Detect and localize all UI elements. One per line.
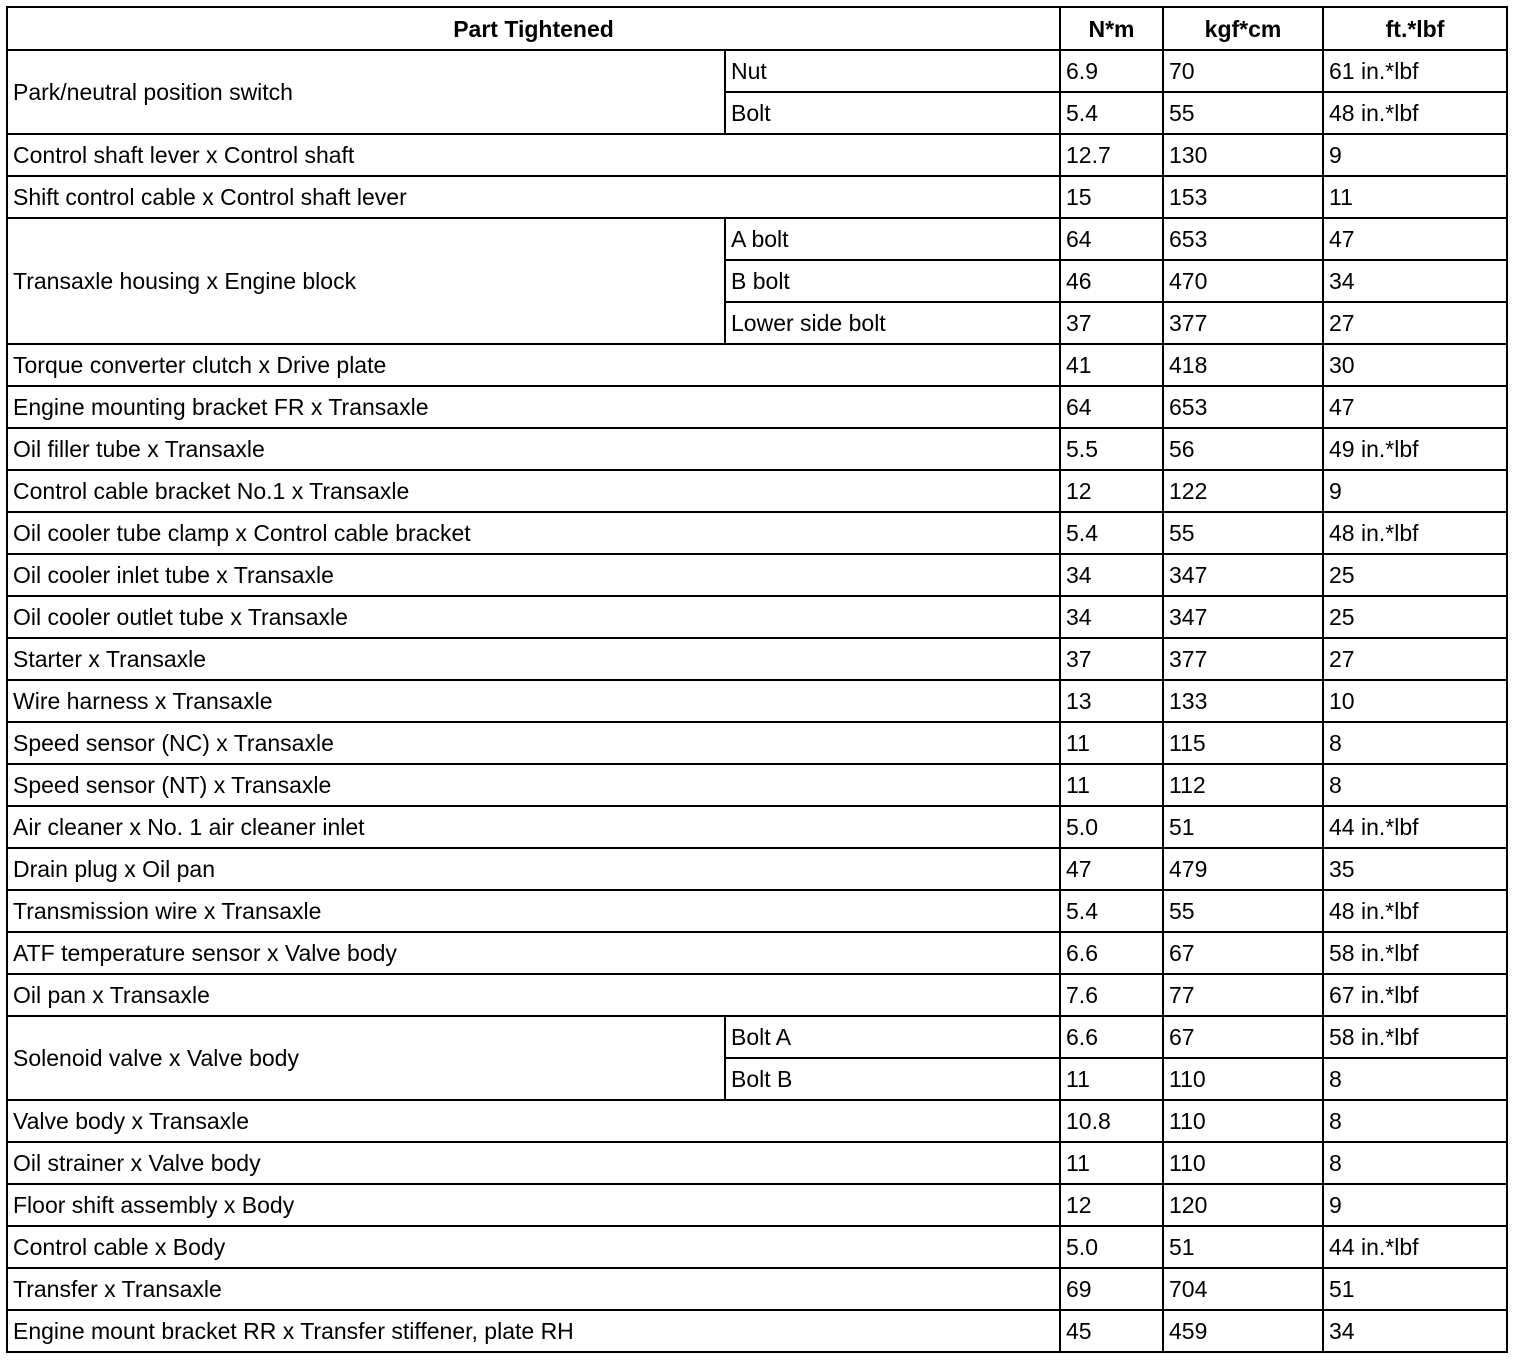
kgfcm-cell: 67 <box>1163 932 1323 974</box>
table-row <box>7 1016 1507 1058</box>
ftlbf-cell: 44 in.*lbf <box>1323 806 1507 848</box>
kgfcm-cell: 77 <box>1163 974 1323 1016</box>
ftlbf-cell: 48 in.*lbf <box>1323 890 1507 932</box>
kgfcm-cell: 122 <box>1163 470 1323 512</box>
table-row <box>7 890 1507 932</box>
part-cell: Control shaft lever x Control shaft <box>7 134 1060 176</box>
nm-cell: 47 <box>1060 848 1163 890</box>
nm-cell: 6.9 <box>1060 50 1163 92</box>
part-cell: Valve body x Transaxle <box>7 1100 1060 1142</box>
kgfcm-cell: 51 <box>1163 806 1323 848</box>
kgfcm-cell: 55 <box>1163 92 1323 134</box>
kgfcm-cell: 110 <box>1163 1142 1323 1184</box>
table-row <box>7 932 1507 974</box>
table-row <box>7 428 1507 470</box>
part-cell: Oil cooler inlet tube x Transaxle <box>7 554 1060 596</box>
ftlbf-cell: 8 <box>1323 764 1507 806</box>
torque-spec-table <box>6 6 1508 1353</box>
nm-cell: 12.7 <box>1060 134 1163 176</box>
kgfcm-cell: 653 <box>1163 386 1323 428</box>
table-row <box>7 806 1507 848</box>
ftlbf-cell: 9 <box>1323 134 1507 176</box>
nm-cell: 46 <box>1060 260 1163 302</box>
nm-cell: 34 <box>1060 554 1163 596</box>
table-row <box>7 848 1507 890</box>
part-cell: Speed sensor (NC) x Transaxle <box>7 722 1060 764</box>
ftlbf-cell: 47 <box>1323 218 1507 260</box>
table-row <box>7 1100 1507 1142</box>
kgfcm-cell: 56 <box>1163 428 1323 470</box>
part-cell: Control cable bracket No.1 x Transaxle <box>7 470 1060 512</box>
ftlbf-cell: 35 <box>1323 848 1507 890</box>
kgfcm-cell: 67 <box>1163 1016 1323 1058</box>
sub-part-cell: Nut <box>725 50 1060 92</box>
ftlbf-cell: 9 <box>1323 470 1507 512</box>
table-row <box>7 512 1507 554</box>
nm-cell: 13 <box>1060 680 1163 722</box>
ftlbf-cell: 25 <box>1323 596 1507 638</box>
part-cell: Oil cooler tube clamp x Control cable bracket <box>7 512 1060 554</box>
table-row <box>7 1184 1507 1226</box>
nm-cell: 45 <box>1060 1310 1163 1352</box>
ftlbf-cell: 30 <box>1323 344 1507 386</box>
ftlbf-cell: 48 in.*lbf <box>1323 512 1507 554</box>
part-cell: Floor shift assembly x Body <box>7 1184 1060 1226</box>
part-cell: Oil strainer x Valve body <box>7 1142 1060 1184</box>
kgfcm-cell: 347 <box>1163 554 1323 596</box>
table-row <box>7 974 1507 1016</box>
nm-cell: 12 <box>1060 470 1163 512</box>
nm-cell: 5.5 <box>1060 428 1163 470</box>
nm-cell: 7.6 <box>1060 974 1163 1016</box>
nm-cell: 64 <box>1060 218 1163 260</box>
kgfcm-cell: 51 <box>1163 1226 1323 1268</box>
sub-part-cell: Lower side bolt <box>725 302 1060 344</box>
kgfcm-cell: 347 <box>1163 596 1323 638</box>
ftlbf-cell: 8 <box>1323 1058 1507 1100</box>
table-row <box>7 722 1507 764</box>
part-cell: ATF temperature sensor x Valve body <box>7 932 1060 974</box>
header-part-tightened: Part Tightened <box>7 7 1060 50</box>
table-row <box>7 470 1507 512</box>
kgfcm-cell: 55 <box>1163 512 1323 554</box>
kgfcm-cell: 112 <box>1163 764 1323 806</box>
table-row <box>7 1142 1507 1184</box>
part-cell: Speed sensor (NT) x Transaxle <box>7 764 1060 806</box>
kgfcm-cell: 133 <box>1163 680 1323 722</box>
header-nm: N*m <box>1060 7 1163 50</box>
part-cell: Solenoid valve x Valve body <box>7 1016 725 1100</box>
sub-part-cell: B bolt <box>725 260 1060 302</box>
ftlbf-cell: 8 <box>1323 1142 1507 1184</box>
part-cell: Wire harness x Transaxle <box>7 680 1060 722</box>
ftlbf-cell: 11 <box>1323 176 1507 218</box>
nm-cell: 5.0 <box>1060 806 1163 848</box>
nm-cell: 5.0 <box>1060 1226 1163 1268</box>
kgfcm-cell: 130 <box>1163 134 1323 176</box>
table-row <box>7 554 1507 596</box>
kgfcm-cell: 120 <box>1163 1184 1323 1226</box>
part-cell: Park/neutral position switch <box>7 50 725 134</box>
table-row <box>7 764 1507 806</box>
kgfcm-cell: 704 <box>1163 1268 1323 1310</box>
ftlbf-cell: 27 <box>1323 302 1507 344</box>
table-row <box>7 1226 1507 1268</box>
ftlbf-cell: 34 <box>1323 1310 1507 1352</box>
sub-part-cell: A bolt <box>725 218 1060 260</box>
ftlbf-cell: 34 <box>1323 260 1507 302</box>
ftlbf-cell: 10 <box>1323 680 1507 722</box>
nm-cell: 5.4 <box>1060 512 1163 554</box>
part-cell: Oil pan x Transaxle <box>7 974 1060 1016</box>
kgfcm-cell: 377 <box>1163 302 1323 344</box>
kgfcm-cell: 653 <box>1163 218 1323 260</box>
kgfcm-cell: 55 <box>1163 890 1323 932</box>
nm-cell: 37 <box>1060 638 1163 680</box>
ftlbf-cell: 49 in.*lbf <box>1323 428 1507 470</box>
nm-cell: 10.8 <box>1060 1100 1163 1142</box>
table-row <box>7 638 1507 680</box>
nm-cell: 6.6 <box>1060 932 1163 974</box>
nm-cell: 5.4 <box>1060 92 1163 134</box>
kgfcm-cell: 459 <box>1163 1310 1323 1352</box>
kgfcm-cell: 70 <box>1163 50 1323 92</box>
kgfcm-cell: 153 <box>1163 176 1323 218</box>
part-cell: Air cleaner x No. 1 air cleaner inlet <box>7 806 1060 848</box>
nm-cell: 11 <box>1060 764 1163 806</box>
ftlbf-cell: 61 in.*lbf <box>1323 50 1507 92</box>
table-row <box>7 218 1507 260</box>
part-cell: Torque converter clutch x Drive plate <box>7 344 1060 386</box>
kgfcm-cell: 110 <box>1163 1058 1323 1100</box>
part-cell: Drain plug x Oil pan <box>7 848 1060 890</box>
ftlbf-cell: 67 in.*lbf <box>1323 974 1507 1016</box>
part-cell: Engine mount bracket RR x Transfer stiffener, plate RH <box>7 1310 1060 1352</box>
kgfcm-cell: 110 <box>1163 1100 1323 1142</box>
part-cell: Oil filler tube x Transaxle <box>7 428 1060 470</box>
nm-cell: 11 <box>1060 1142 1163 1184</box>
kgfcm-cell: 418 <box>1163 344 1323 386</box>
part-cell: Control cable x Body <box>7 1226 1060 1268</box>
part-cell: Shift control cable x Control shaft lever <box>7 176 1060 218</box>
sub-part-cell: Bolt <box>725 92 1060 134</box>
nm-cell: 69 <box>1060 1268 1163 1310</box>
header-ftlbf: ft.*lbf <box>1323 7 1507 50</box>
part-cell: Transaxle housing x Engine block <box>7 218 725 344</box>
table-row <box>7 386 1507 428</box>
nm-cell: 11 <box>1060 1058 1163 1100</box>
table-row <box>7 176 1507 218</box>
kgfcm-cell: 479 <box>1163 848 1323 890</box>
nm-cell: 11 <box>1060 722 1163 764</box>
ftlbf-cell: 58 in.*lbf <box>1323 1016 1507 1058</box>
ftlbf-cell: 58 in.*lbf <box>1323 932 1507 974</box>
ftlbf-cell: 27 <box>1323 638 1507 680</box>
nm-cell: 12 <box>1060 1184 1163 1226</box>
table-row <box>7 596 1507 638</box>
table-row <box>7 134 1507 176</box>
nm-cell: 41 <box>1060 344 1163 386</box>
nm-cell: 34 <box>1060 596 1163 638</box>
part-cell: Oil cooler outlet tube x Transaxle <box>7 596 1060 638</box>
header-kgfcm: kgf*cm <box>1163 7 1323 50</box>
ftlbf-cell: 47 <box>1323 386 1507 428</box>
ftlbf-cell: 8 <box>1323 1100 1507 1142</box>
ftlbf-cell: 8 <box>1323 722 1507 764</box>
table-row <box>7 680 1507 722</box>
ftlbf-cell: 25 <box>1323 554 1507 596</box>
kgfcm-cell: 470 <box>1163 260 1323 302</box>
ftlbf-cell: 9 <box>1323 1184 1507 1226</box>
ftlbf-cell: 48 in.*lbf <box>1323 92 1507 134</box>
kgfcm-cell: 115 <box>1163 722 1323 764</box>
ftlbf-cell: 44 in.*lbf <box>1323 1226 1507 1268</box>
kgfcm-cell: 377 <box>1163 638 1323 680</box>
sub-part-cell: Bolt A <box>725 1016 1060 1058</box>
nm-cell: 5.4 <box>1060 890 1163 932</box>
table-row <box>7 1268 1507 1310</box>
part-cell: Transmission wire x Transaxle <box>7 890 1060 932</box>
ftlbf-cell: 51 <box>1323 1268 1507 1310</box>
nm-cell: 15 <box>1060 176 1163 218</box>
part-cell: Starter x Transaxle <box>7 638 1060 680</box>
nm-cell: 6.6 <box>1060 1016 1163 1058</box>
sub-part-cell: Bolt B <box>725 1058 1060 1100</box>
table-row <box>7 344 1507 386</box>
nm-cell: 37 <box>1060 302 1163 344</box>
table-row <box>7 50 1507 92</box>
header-row <box>7 7 1507 50</box>
part-cell: Transfer x Transaxle <box>7 1268 1060 1310</box>
table-row <box>7 1310 1507 1352</box>
part-cell: Engine mounting bracket FR x Transaxle <box>7 386 1060 428</box>
nm-cell: 64 <box>1060 386 1163 428</box>
